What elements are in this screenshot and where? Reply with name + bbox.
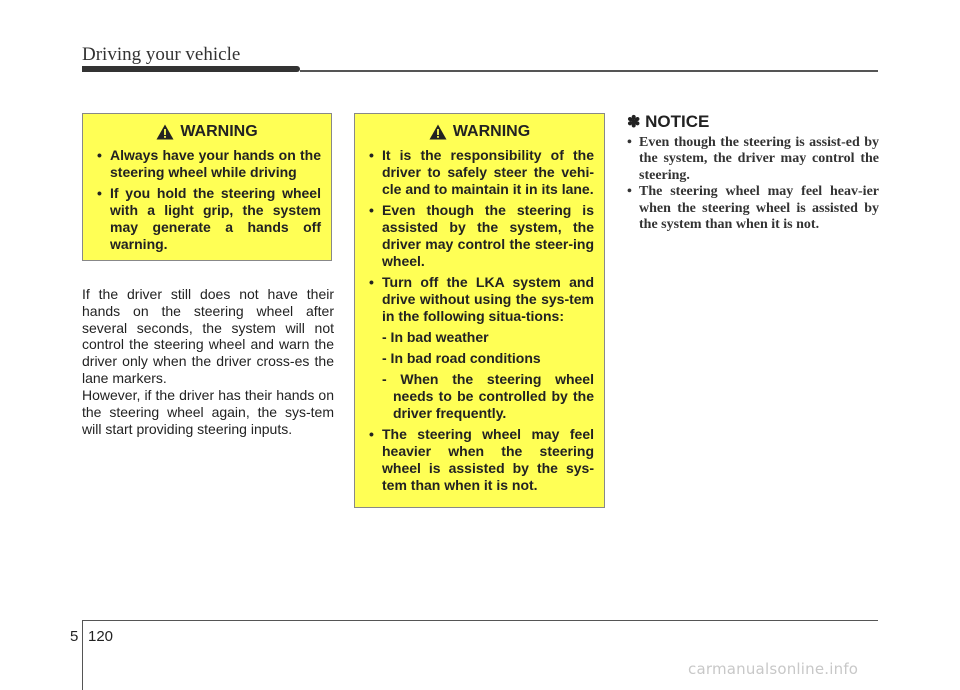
watermark: carmanualsonline.info xyxy=(688,660,859,678)
warning-list xyxy=(83,147,331,253)
notice-title-text: NOTICE xyxy=(645,112,710,131)
warning-subitem: - In bad weather xyxy=(382,329,489,345)
warning-label: WARNING xyxy=(452,123,531,140)
warning-item: • Turn off the LKA system and drive without using the sys-tem in the following situa-tions: xyxy=(369,274,594,325)
warning-header xyxy=(83,123,331,140)
page-header-title: Driving your vehicle xyxy=(82,44,241,65)
page-number: 120 xyxy=(88,628,114,645)
warning-triangle-icon xyxy=(156,124,174,140)
warning-box-left xyxy=(82,113,332,261)
header-bar xyxy=(82,66,300,72)
warning-item: • It is the responsibility of the driver to safely steer the vehi-cle and to maintain it in its lane. xyxy=(369,147,594,198)
warning-list xyxy=(355,147,604,494)
header-rule xyxy=(300,70,878,72)
footer-rule xyxy=(82,620,878,621)
chapter-number: 5 xyxy=(70,628,79,645)
warning-subitem: - In bad road conditions xyxy=(382,350,541,366)
warning-item: • If you hold the steering wheel with a light grip, the system may generate a hands off warning. xyxy=(97,185,321,253)
warning-item: • Always have your hands on the steering wheel while driving xyxy=(97,147,321,181)
notice-section xyxy=(627,112,879,233)
notice-mark-icon: ✽ xyxy=(627,114,641,131)
warning-triangle-icon xyxy=(429,124,447,140)
footer-divider xyxy=(82,620,83,690)
warning-header xyxy=(355,123,604,140)
notice-title xyxy=(627,112,879,132)
warning-item: • The steering wheel may feel heavier when the steering wheel is assisted by the sys-tem than when it is not. xyxy=(369,426,594,494)
notice-item: • Even though the steering is assist-ed by the system, the driver may control the steering. xyxy=(627,135,879,184)
warning-box-center xyxy=(354,113,605,508)
body-paragraph: If the driver still does not have their hands on the steering wheel after several seconds, the system will not control the steering wheel and warn the driver only when the driver cross-es the lane markers. xyxy=(82,286,334,386)
body-paragraph: However, if the driver has their hands on the steering wheel again, the sys-tem will start providing steering inputs. xyxy=(82,387,334,437)
notice-item: • The steering wheel may feel heav-ier when the steering wheel is assisted by the system than when it is not. xyxy=(627,184,879,233)
notice-list xyxy=(627,135,879,233)
warning-label: WARNING xyxy=(180,123,258,140)
warning-subitem: - When the steering wheel needs to be controlled by the driver frequently. xyxy=(382,371,594,421)
warning-item: • Even though the steering is assisted by the system, the driver may control the steer-ing wheel. xyxy=(369,202,594,270)
